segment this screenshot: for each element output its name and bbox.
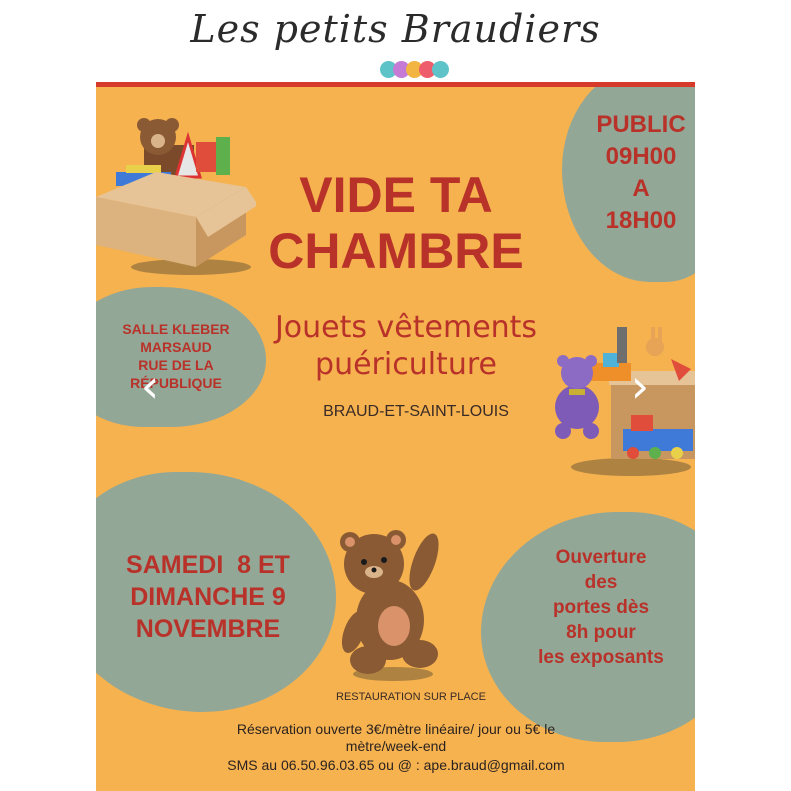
venue-line: SALLE KLEBER [122,321,230,337]
poster-subtitle-line2: puériculture [315,347,497,382]
brand-dot-icon [432,61,449,78]
poster-subtitle-line1: Jouets vêtements [274,310,538,345]
poster-city: BRAUD-ET-SAINT-LOUIS [323,403,509,420]
opening-line: portes dès [552,597,650,618]
brand-dots-icon [380,61,450,79]
poster-title-line1: VIDE TA [299,167,493,223]
venue-line: MARSAUD [140,339,212,355]
dates-line: SAMEDI 8 ET [126,551,290,579]
public-hours-line: 18H00 [605,207,677,234]
carousel-prev-button[interactable]: ‹ [140,359,160,413]
brand-title: Les petits Braudiers [190,7,601,51]
venue-line: RUE DE LA [138,357,214,373]
teddy-bear-illustration-icon [328,522,458,682]
venue-line: RÉPUBLIQUE [130,375,222,391]
dates-line: NOVEMBRE [135,615,281,643]
exhibitor-opening [506,545,695,670]
poster-title-line2: CHAMBRE [268,223,524,279]
opening-line: 8h pour [566,622,636,643]
public-hours-line: PUBLIC [596,111,686,138]
event-dates [100,549,316,645]
reservation-info [191,721,601,755]
restauration-note: RESTAURATION SUR PLACE [336,691,486,703]
dates-line: DIMANCHE 9 [130,583,286,611]
opening-line: Ouverture [555,547,647,568]
reservation-line: mètre/week-end [345,738,447,754]
venue-address [106,320,246,392]
public-hours-line: A [632,175,650,202]
public-hours [576,109,695,237]
contact-info: SMS au 06.50.96.03.65 ou @ : ape.braud@gmail.com [227,757,565,773]
reservation-line: Réservation ouverte 3€/mètre linéaire/ jour ou 5€ le [236,721,556,737]
opening-line: les exposants [538,647,664,668]
carousel-next-button[interactable]: › [630,359,650,413]
public-hours-line: 09H00 [605,143,677,170]
opening-line: des [584,572,618,593]
event-poster [96,82,695,791]
